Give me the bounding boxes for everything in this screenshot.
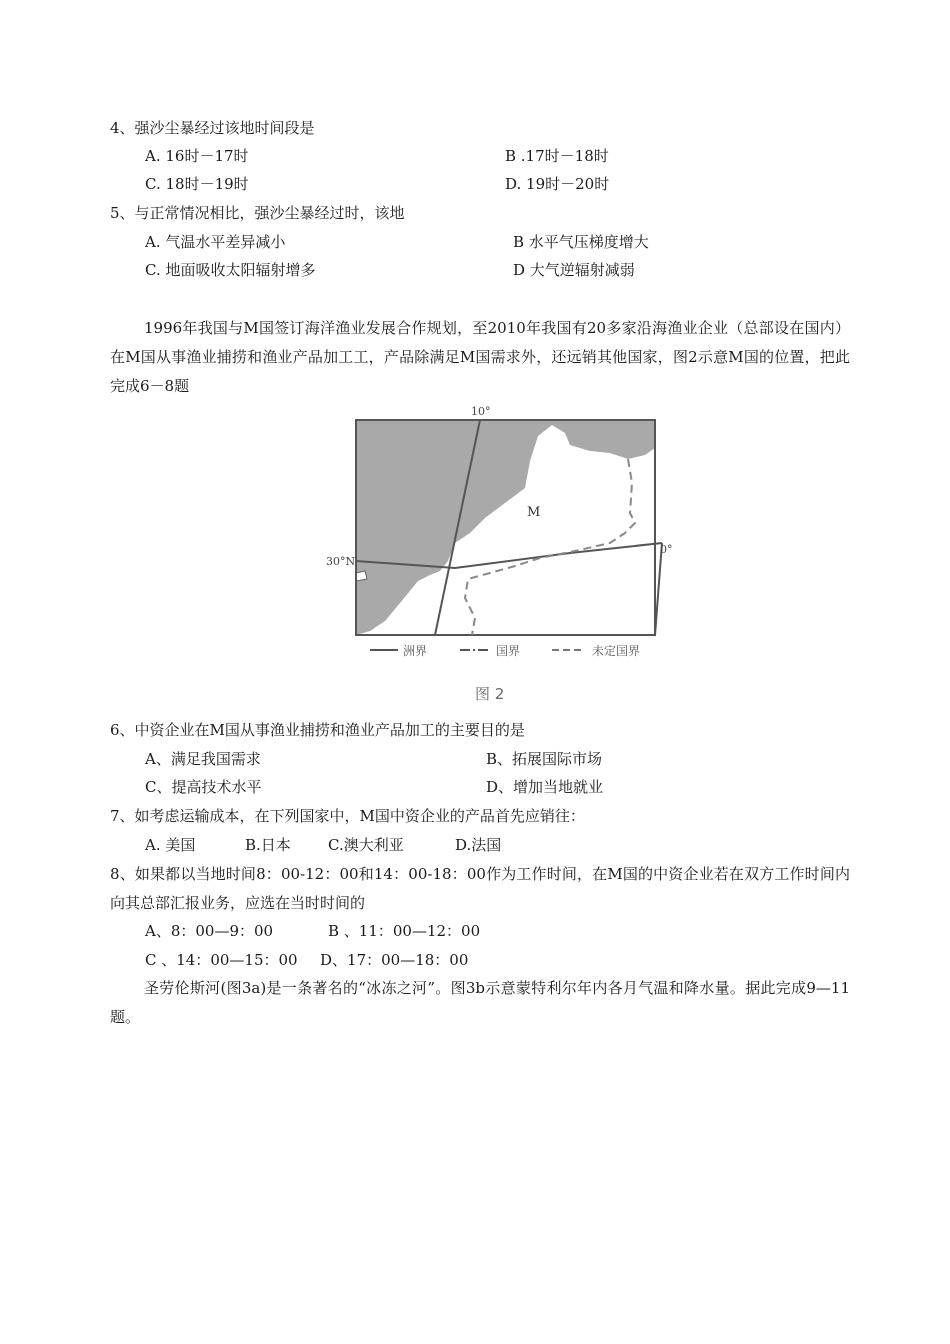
label-30n: 30°N (326, 555, 356, 568)
meridian-0 (655, 543, 662, 635)
question-8-stem: 8、如果都以当地时间8：00-12：00和14：00-18：00作为工作时间，在M国的中资企业若在双方工作时间内向其总部汇报业务，应选在当时时间的 (110, 865, 850, 912)
question-7-stem: 7、如考虑运输成本，在下列国家中，M国中资企业的产品首先应销往： (110, 807, 585, 825)
legend-continent-label: 洲界 (403, 644, 428, 658)
question-5-option-b: B 水平气压梯度增大 (513, 233, 649, 251)
question-8-option-c: C 、14：00—15：00 (145, 951, 298, 969)
question-4-stem: 4、强沙尘暴经过该地时间段是 (110, 119, 315, 137)
question-7-option-a: A. 美国 (145, 836, 196, 854)
question-6-stem: 6、中资企业在M国从事渔业捕捞和渔业产品加工的主要目的是 (110, 721, 525, 739)
question-5-stem: 5、与正常情况相比，强沙尘暴经过时，该地 (110, 204, 405, 222)
question-6-option-d: D、增加当地就业 (486, 778, 604, 796)
legend-national-label: 国界 (496, 644, 521, 658)
label-10-degree: 10° (471, 405, 491, 418)
island-shape (356, 571, 367, 581)
question-6-option-c: C、提高技术水平 (145, 778, 262, 796)
question-8-option-d: D、17：00—18：00 (320, 951, 469, 969)
question-4-option-b: B .17时－18时 (505, 147, 609, 165)
intro-paragraph-6-8: 1996年我国与M国签订海洋渔业发展合作规划，至2010年我国有20多家沿海渔业企业（总部设在国内）在M国从事渔业捕捞和渔业产品加工工，产品除满足M国需求外，还远销其他国家，图2示意M国的位置，把此完成6－8题 (110, 319, 850, 395)
figure-2-map (290, 403, 685, 708)
question-4-option-c: C. 18时－19时 (145, 175, 249, 193)
question-4-option-a: A. 16时－17时 (145, 147, 249, 165)
question-7-option-d: D.法国 (455, 836, 502, 854)
question-8-option-b: B 、11：00—12：00 (328, 922, 481, 940)
question-7-option-c: C.澳大利亚 (328, 836, 404, 854)
question-6-option-b: B、拓展国际市场 (486, 750, 603, 768)
question-8-option-a: A、8：00—9：00 (145, 922, 274, 940)
label-m-country: M (527, 505, 541, 520)
label-0-degree: 0° (660, 543, 673, 556)
atlantic-coast-land (356, 420, 655, 635)
question-5-option-c: C. 地面吸收太阳辐射增多 (145, 261, 316, 279)
question-7-option-b: B.日本 (245, 836, 291, 854)
intro-paragraph-9-11: 圣劳伦斯河(图3a)是一条著名的“冰冻之河”。图3b示意蒙特利尔年内各月气温和降水量。据此完成9—11题。 (110, 979, 850, 1026)
question-5-option-a: A. 气温水平差异减小 (145, 233, 286, 251)
legend-disputed-label: 未定国界 (592, 644, 641, 658)
figure-caption: 图 2 (475, 685, 505, 703)
question-5-option-d: D 大气逆辐射减弱 (513, 261, 635, 279)
question-4-option-d: D. 19时－20时 (505, 175, 610, 193)
question-6-option-a: A、满足我国需求 (145, 750, 261, 768)
